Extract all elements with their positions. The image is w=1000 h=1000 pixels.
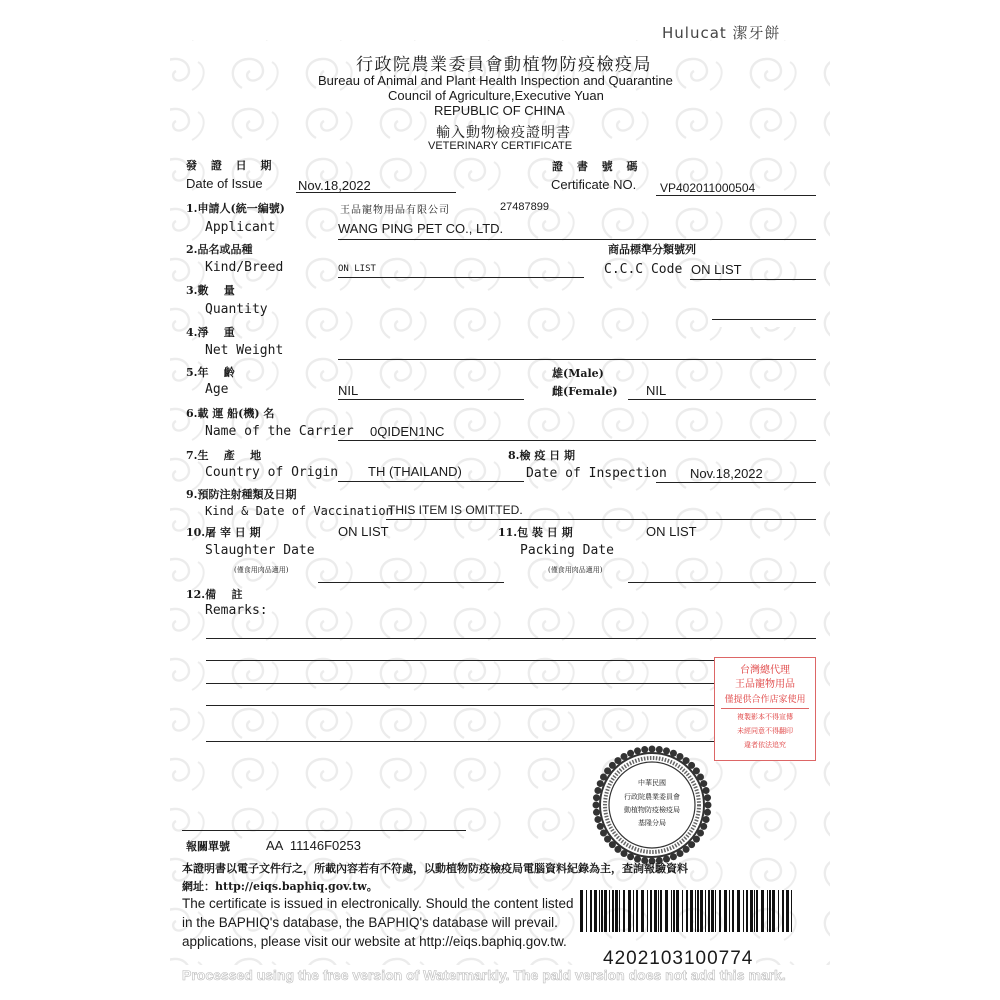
vaccination-value: THIS ITEM IS OMITTED.: [388, 503, 523, 517]
distributor-stamp-line-2: 王品寵物用品: [735, 679, 795, 690]
date-of-issue-label-zh: 發 證 日 期: [186, 159, 277, 172]
age-underline: [338, 399, 524, 400]
applicant-value-zh: 王品寵物用品有限公司: [340, 205, 450, 216]
official-seal: [591, 744, 713, 866]
certificate-title-zh: 輸入動物檢疫證明書: [436, 125, 571, 141]
declaration-label: 報關單號: [186, 840, 230, 853]
net-weight-label-en: Net Weight: [205, 343, 284, 358]
age-value: NIL: [338, 383, 359, 398]
seal-line-2: 行政院農業委員會: [624, 793, 680, 801]
agency-title-en-1: Bureau of Animal and Plant Health Inspection and Quarantine: [318, 73, 673, 88]
ccc-code-label-en: C.C.C Code: [604, 262, 683, 277]
distributor-stamp: [714, 657, 816, 761]
male-label: 雄(Male): [552, 367, 604, 380]
ccc-code-label-zh: 商品標準分類號列: [608, 243, 696, 256]
remarks-label-en: Remarks:: [205, 603, 268, 618]
declaration-value: AA 11146F0253: [266, 838, 361, 853]
vaccination-label-en: Kind & Date of Vaccination: [205, 504, 393, 518]
female-label: 雌(Female): [552, 385, 618, 398]
carrier-underline: [338, 440, 816, 441]
certificate-number-underline: [656, 195, 816, 196]
barcode-number: 4202103100774: [600, 948, 756, 970]
applicant-label-zh: 1.申請人(統一編號): [186, 202, 285, 215]
inspection-date-underline: [656, 482, 816, 483]
footer-zh-line-2: 網址：http://eiqs.baphiq.gov.tw。: [182, 880, 378, 893]
distributor-stamp-line-1: 台灣總代理: [740, 665, 790, 676]
seal-line-3: 動植物防疫檢疫局: [624, 806, 680, 814]
inspection-date-value: Nov.18,2022: [690, 466, 763, 481]
agency-title-zh: 行政院農業委員會動植物防疫檢疫局: [356, 55, 652, 75]
age-label-zh: 5.年 齡: [186, 366, 235, 379]
packing-date-note: (僅食用肉品適用): [548, 566, 603, 574]
applicant-id-value: 27487899: [500, 201, 549, 213]
distributor-stamp-line-6: 違者依法追究: [744, 741, 786, 749]
remarks-line-1: [206, 638, 816, 639]
agency-title-en-3: REPUBLIC OF CHINA: [434, 103, 565, 118]
kind-breed-underline: [338, 277, 584, 278]
inspection-date-label-en: Date of Inspection: [526, 466, 667, 481]
date-of-issue-label-en: Date of Issue: [186, 176, 263, 191]
redacted-area: [708, 281, 818, 327]
carrier-label-en: Name of the Carrier: [205, 424, 354, 439]
inspection-date-label-zh: 8.檢 疫 日 期: [508, 449, 575, 462]
date-of-issue-underline: [296, 192, 456, 193]
declaration-top-line: [182, 830, 466, 831]
ccc-code-value: ON LIST: [691, 262, 742, 277]
kind-breed-value: ON LIST: [338, 264, 376, 274]
remarks-label-zh: 12.備 註: [186, 588, 243, 601]
seal-line-4: 基隆分局: [638, 819, 666, 827]
female-value: NIL: [646, 383, 667, 398]
date-of-issue-value: Nov.18,2022: [298, 178, 371, 193]
applicant-value-en: WANG PING PET CO., LTD.: [338, 221, 504, 236]
origin-underline: [338, 481, 524, 482]
slaughter-date-note: (僅食用肉品適用): [234, 566, 289, 574]
distributor-stamp-line-3: 僅提供合作店家使用: [724, 695, 806, 705]
origin-label-zh: 7.生 產 地: [186, 449, 262, 462]
kind-breed-label-en: Kind/Breed: [205, 260, 284, 275]
applicant-label-en: Applicant: [205, 220, 276, 235]
certificate-number-label-zh: 證 書 號 碼: [552, 160, 643, 173]
slaughter-date-label-en: Slaughter Date: [205, 543, 315, 558]
certificate-number-label-en: Certificate NO.: [551, 177, 637, 192]
footer-en-line-2: in the BAPHIQ's database, the BAPHIQ's database will prevail.: [182, 915, 558, 930]
footer-en-line-1: The certificate is issued in electronically. Should the content listed: [182, 896, 574, 911]
distributor-stamp-line-5: 未經同意不得翻印: [737, 727, 793, 735]
footer-zh-line-1: 本證明書以電子文件行之，所載內容若有不符處，以動植物防疫檢疫局電腦資料紀錄為主，查詢報驗資料: [182, 862, 688, 875]
ccc-code-underline: [690, 279, 816, 280]
packing-date-label-en: Packing Date: [520, 543, 614, 558]
packing-date-value: ON LIST: [646, 524, 697, 539]
applicant-underline: [338, 239, 816, 240]
quantity-underline: [712, 319, 816, 320]
certificate-number-value: VP402011000504: [660, 181, 756, 195]
certificate-title-en: VETERINARY CERTIFICATE: [428, 140, 573, 152]
quantity-label-zh: 3.數 量: [186, 284, 235, 297]
quantity-label-en: Quantity: [205, 302, 268, 317]
barcode: [578, 890, 796, 944]
net-weight-label-zh: 4.淨 重: [186, 326, 235, 339]
origin-value: TH (THAILAND): [368, 464, 462, 479]
carrier-label-zh: 6.載 運 船(機) 名: [186, 407, 275, 420]
agency-title-en-2: Council of Agriculture,Executive Yuan: [388, 88, 604, 103]
distributor-stamp-line-4: 複製影本不得宣傳: [737, 713, 793, 721]
net-weight-underline: [338, 359, 816, 360]
handwritten-note: Hulucat 潔牙餅: [662, 24, 781, 42]
slaughter-date-underline: [318, 582, 504, 583]
packing-date-underline: [628, 582, 816, 583]
watermark-text: Processed using the free version of Watermarkly. The paid version does not add this mark.: [182, 967, 786, 983]
carrier-value: 0QIDEN1NC: [370, 424, 445, 439]
seal-line-1: 中華民國: [638, 779, 666, 787]
age-label-en: Age: [205, 382, 229, 397]
vaccination-label-zh: 9.預防注射種類及日期: [186, 488, 297, 501]
female-underline: [628, 399, 816, 400]
footer-en-line-3: applications, please visit our website at http://eiqs.baphiq.gov.tw.: [182, 934, 567, 949]
vaccination-underline: [386, 519, 816, 520]
slaughter-date-label-zh: 10.屠 宰 日 期: [186, 526, 261, 539]
origin-label-en: Country of Origin: [205, 465, 339, 480]
kind-breed-label-zh: 2.品名或品種: [186, 243, 253, 256]
slaughter-date-value: ON LIST: [338, 524, 389, 539]
packing-date-label-zh: 11.包 裝 日 期: [498, 526, 573, 539]
